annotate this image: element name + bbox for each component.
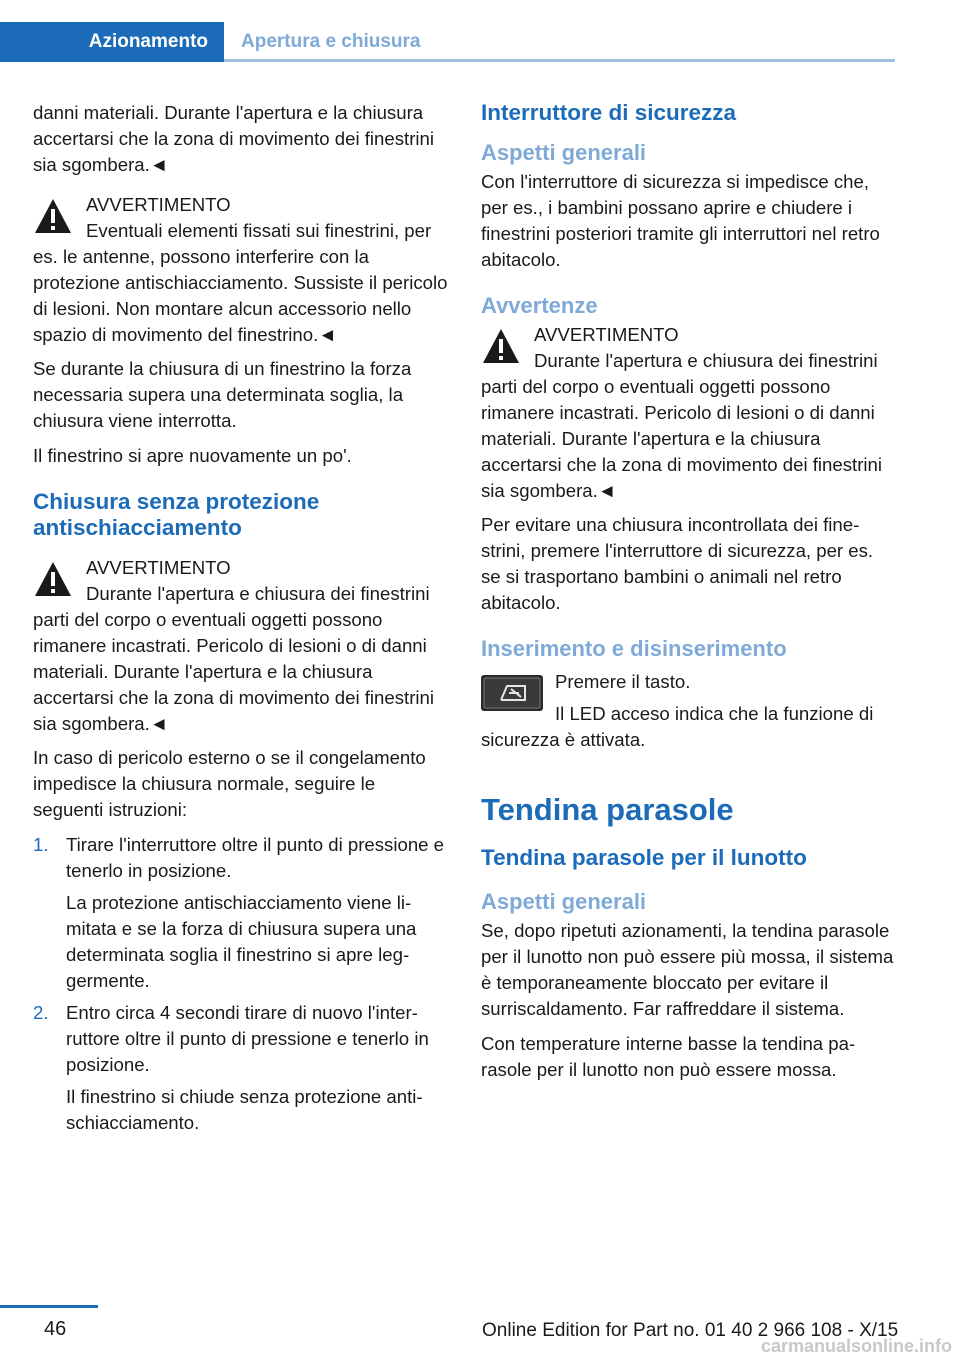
subsection-heading: Inserimento e disinserimento bbox=[481, 636, 787, 661]
edition-text: Online Edition for Part no. 01 40 2 966 108 - X/15 bbox=[482, 1320, 899, 1341]
warning-triangle-icon bbox=[33, 559, 73, 599]
warning-text: Durante l'apertura e chiusura dei finestrini parti del corpo o eventuali oggetti possono rimanere incastrati. Pericolo di lesioni o di danni materiali. Durante l'apertura e la chiusura accertarsi che la zona di movimento dei finestrini sia sgombera.◄ bbox=[481, 350, 882, 501]
key-instruction bbox=[481, 669, 896, 753]
child-lock-button-icon bbox=[481, 675, 543, 711]
list-item bbox=[33, 832, 448, 994]
paragraph: Se durante la chiusura di un finestrino la forza necessaria supera una determinata soglia, la chiusura viene interrotta. bbox=[33, 358, 412, 431]
steps-list bbox=[33, 832, 448, 1136]
footer-divider bbox=[0, 1305, 98, 1308]
step-number: 2. bbox=[33, 1002, 49, 1023]
section-tab-subsection: Apertura e chiusura bbox=[241, 31, 421, 52]
watermark: carmanualsonline.info bbox=[760, 1336, 952, 1356]
paragraph: In caso di pericolo esterno o se il congelamento impedisce la chiusura normale, seguire le seguenti istruzioni: bbox=[33, 747, 426, 820]
section-heading: Chiusura senza protezione antischiacciamento bbox=[33, 489, 320, 540]
warning-title: AVVERTIMENTO bbox=[534, 324, 679, 345]
page-number: 46 bbox=[44, 1318, 67, 1340]
page-header bbox=[0, 0, 960, 62]
warning-title: AVVERTIMENTO bbox=[86, 194, 231, 215]
step-subtext: La protezione antischiacciamento viene limitata e se la forza di chiusura supera una determinata soglia il finestrino si apre leggermente. bbox=[66, 892, 417, 991]
paragraph: Con l'interruttore di sicurezza si impedisce che, per es., i bambini possano aprire e chiudere i finestrini posteriori tramite gli interruttori nel retro abitacolo. bbox=[481, 171, 880, 270]
step-text: Tirare l'interruttore oltre il punto di pressione e tenerlo in posizione. bbox=[66, 834, 445, 881]
warning-text: Durante l'apertura e chiusura dei finestrini parti del corpo o eventuali oggetti possono rimanere incastrati. Pericolo di lesioni o di danni materiali. Durante l'apertura e la chiusura accertarsi che la zona di movimento dei finestrini sia sgombera.◄ bbox=[33, 583, 434, 734]
step-subtext: Il finestrino si chiude senza protezione antischiacciamento. bbox=[66, 1086, 423, 1133]
section-heading: Tendina parasole per il lunotto bbox=[481, 845, 807, 870]
left-column bbox=[33, 100, 448, 1142]
warning-title: AVVERTIMENTO bbox=[86, 557, 231, 578]
header-divider bbox=[224, 59, 895, 62]
warning-block bbox=[33, 555, 448, 737]
list-item bbox=[33, 1000, 448, 1136]
paragraph: Con temperature interne basse la tendina parasole per il lunotto non può essere mossa. bbox=[481, 1033, 856, 1080]
warning-triangle-icon bbox=[481, 326, 521, 366]
subsection-heading: Aspetti generali bbox=[481, 889, 647, 914]
step-text: Entro circa 4 secondi tirare di nuovo l'interruttore oltre il punto di pressione e tenerlo in posizione. bbox=[66, 1002, 429, 1075]
section-heading: Interruttore di sicurezza bbox=[481, 100, 737, 125]
paragraph: Il LED acceso indica che la funzione di sicurezza è attivata. bbox=[481, 703, 874, 750]
right-column bbox=[481, 100, 896, 1092]
warning-triangle-icon bbox=[33, 196, 73, 236]
subsection-heading: Avvertenze bbox=[481, 293, 598, 318]
warning-text: Eventuali elementi fissati sui finestrini, per es. le antenne, possono interferire con la protezione antischiacciamento. Sussiste il pericolo di lesioni. Non montare alcun accessorio nello spazio di movimento del finestrino.◄ bbox=[33, 220, 448, 345]
chapter-heading: Tendina parasole bbox=[481, 792, 734, 827]
warning-block bbox=[481, 322, 896, 504]
paragraph: Il finestrino si apre nuovamente un po'. bbox=[33, 445, 352, 466]
section-tab-active: Azionamento bbox=[0, 22, 224, 62]
paragraph: Se, dopo ripetuti azionamenti, la tendina parasole per il lunotto non può essere più mossa, il sistema è temporaneamente bloccato per evitare il surriscaldamento. Far raffreddare il sistema. bbox=[481, 920, 894, 1019]
paragraph: danni materiali. Durante l'apertura e la chiusura accertarsi che la zona di movimento dei finestrini sia sgombera.◄ bbox=[33, 102, 434, 175]
warning-block bbox=[33, 192, 448, 348]
paragraph: Per evitare una chiusura incontrollata dei finestrini, premere l'interruttore di sicurezza, per es. se si trasportano bambini o animali nel retro abitacolo. bbox=[481, 514, 874, 613]
subsection-heading: Aspetti generali bbox=[481, 140, 647, 165]
step-number: 1. bbox=[33, 834, 49, 855]
paragraph: Premere il tasto. bbox=[555, 671, 691, 692]
